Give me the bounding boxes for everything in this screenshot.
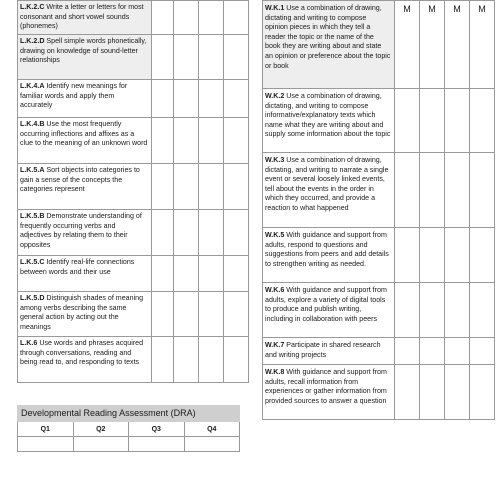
q1-cell[interactable] bbox=[152, 292, 174, 337]
q3-cell[interactable] bbox=[199, 256, 224, 292]
dra-q3-cell[interactable] bbox=[129, 437, 185, 452]
standard-description bbox=[263, 1, 395, 89]
standard-description bbox=[18, 118, 152, 164]
standard-code: L.K.5.B bbox=[20, 212, 45, 220]
q4-cell[interactable] bbox=[224, 80, 249, 118]
q4-mark-cell[interactable] bbox=[470, 283, 495, 338]
q2-cell[interactable] bbox=[174, 80, 199, 118]
dra-section bbox=[17, 405, 240, 452]
writing-standards-table bbox=[262, 0, 495, 420]
q1-mark-cell[interactable] bbox=[395, 89, 420, 153]
q4-mark-cell[interactable] bbox=[470, 338, 495, 365]
standard-text: With guidance and support from adults, explore a variety of digital tools to produce and publish writing, including in collaboration with peers bbox=[265, 286, 387, 323]
dra-q4-label: Q4 bbox=[184, 422, 240, 437]
standard-row bbox=[18, 118, 249, 164]
q1-cell[interactable] bbox=[152, 80, 174, 118]
q2-cell[interactable] bbox=[174, 164, 199, 210]
standard-description bbox=[263, 283, 395, 338]
standard-text: Distinguish shades of meaning among verbs describing the same general action by acting out the meanings bbox=[20, 294, 144, 331]
q3-mark-cell[interactable] bbox=[445, 283, 470, 338]
q3-cell[interactable] bbox=[199, 292, 224, 337]
standard-code: W.K.6 bbox=[265, 286, 285, 294]
q3-mark-cell[interactable]: M bbox=[445, 1, 470, 89]
standard-code: W.K.8 bbox=[265, 368, 285, 376]
standard-row bbox=[263, 153, 495, 228]
standard-row bbox=[18, 164, 249, 210]
standard-description bbox=[18, 210, 152, 256]
q4-cell[interactable] bbox=[224, 164, 249, 210]
q3-mark-cell[interactable] bbox=[445, 228, 470, 283]
q2-cell[interactable] bbox=[174, 337, 199, 383]
standard-text: Use a combination of drawing, dictating, and writing to narrate a single event or several loosely linked events, tell about the events in the order in which they occurred, and provide a reaction to what happened bbox=[265, 156, 389, 212]
q1-cell[interactable] bbox=[152, 1, 174, 35]
q3-cell[interactable] bbox=[199, 210, 224, 256]
standard-description bbox=[263, 153, 395, 228]
standard-text: Identify new meanings for familiar words and apply them accurately bbox=[20, 82, 128, 110]
q1-cell[interactable] bbox=[152, 337, 174, 383]
q1-cell[interactable] bbox=[152, 35, 174, 80]
q3-mark-cell[interactable] bbox=[445, 89, 470, 153]
standard-text: Identify real-life connections between words and their use bbox=[20, 258, 135, 276]
standard-description bbox=[18, 1, 152, 35]
standard-description bbox=[18, 35, 152, 80]
standard-text: Participate in shared research and writing projects bbox=[265, 341, 381, 359]
standard-row bbox=[263, 365, 495, 420]
dra-q2-label: Q2 bbox=[73, 422, 129, 437]
q4-cell[interactable] bbox=[224, 1, 249, 35]
dra-entry-row bbox=[18, 437, 240, 452]
dra-q1-label: Q1 bbox=[18, 422, 74, 437]
q3-cell[interactable] bbox=[199, 164, 224, 210]
standard-row bbox=[18, 337, 249, 383]
standard-row bbox=[18, 1, 249, 35]
q3-cell[interactable] bbox=[199, 118, 224, 164]
standard-description bbox=[263, 89, 395, 153]
standard-text: Spell simple words phonetically, drawing on knowledge of sound-letter relationships bbox=[20, 37, 147, 65]
standard-code: L.K.2.C bbox=[20, 3, 45, 11]
q2-mark-cell[interactable]: M bbox=[420, 1, 445, 89]
q4-mark-cell[interactable]: M bbox=[470, 1, 495, 89]
q2-mark-cell[interactable] bbox=[420, 153, 445, 228]
q2-mark-cell[interactable] bbox=[420, 338, 445, 365]
standard-code: L.K.4.A bbox=[20, 82, 45, 90]
q1-mark-cell[interactable] bbox=[395, 228, 420, 283]
standard-row bbox=[18, 292, 249, 337]
language-standards-table bbox=[17, 0, 249, 383]
q3-cell[interactable] bbox=[199, 1, 224, 35]
q2-cell[interactable] bbox=[174, 35, 199, 80]
standard-description bbox=[18, 80, 152, 118]
standard-description bbox=[18, 256, 152, 292]
standard-text: Use words and phrases acquired through conversations, reading and being read to, and responding to texts bbox=[20, 339, 144, 367]
q1-mark-cell[interactable] bbox=[395, 283, 420, 338]
q2-mark-cell[interactable] bbox=[420, 89, 445, 153]
q1-cell[interactable] bbox=[152, 118, 174, 164]
q3-mark-cell[interactable] bbox=[445, 365, 470, 420]
standard-code: L.K.5.D bbox=[20, 294, 45, 302]
q1-mark-cell[interactable] bbox=[395, 338, 420, 365]
standard-text: Write a letter or letters for most consonant and short vowel sounds (phonemes) bbox=[20, 3, 144, 31]
q4-mark-cell[interactable] bbox=[470, 365, 495, 420]
standard-text: Sort objects into categories to gain a sense of the concepts the categories represent bbox=[20, 166, 140, 194]
standard-code: W.K.7 bbox=[265, 341, 285, 349]
dra-header-row bbox=[18, 422, 240, 437]
standard-row bbox=[18, 210, 249, 256]
q4-cell[interactable] bbox=[224, 210, 249, 256]
q3-cell[interactable] bbox=[199, 35, 224, 80]
q4-mark-cell[interactable] bbox=[470, 153, 495, 228]
standard-row bbox=[263, 1, 495, 89]
q2-mark-cell[interactable] bbox=[420, 283, 445, 338]
standard-row bbox=[18, 35, 249, 80]
q1-cell[interactable] bbox=[152, 256, 174, 292]
q4-cell[interactable] bbox=[224, 118, 249, 164]
standard-row bbox=[18, 80, 249, 118]
standard-row bbox=[18, 256, 249, 292]
standard-code: W.K.3 bbox=[265, 156, 285, 164]
q3-mark-cell[interactable] bbox=[445, 338, 470, 365]
q1-mark-cell[interactable] bbox=[395, 153, 420, 228]
standard-row bbox=[263, 228, 495, 283]
standard-description bbox=[263, 365, 395, 420]
standard-row bbox=[263, 283, 495, 338]
standard-text: Use the most frequently occurring inflections and affixes as a clue to the meaning of an unknown word bbox=[20, 120, 148, 148]
q4-cell[interactable] bbox=[224, 337, 249, 383]
q3-mark-cell[interactable] bbox=[445, 153, 470, 228]
q1-cell[interactable] bbox=[152, 210, 174, 256]
q4-cell[interactable] bbox=[224, 35, 249, 80]
dra-q2-cell[interactable] bbox=[73, 437, 129, 452]
standard-description bbox=[18, 337, 152, 383]
standard-code: L.K.2.D bbox=[20, 37, 45, 45]
dra-q4-cell[interactable] bbox=[184, 437, 240, 452]
dra-q3-label: Q3 bbox=[129, 422, 185, 437]
q1-mark-cell[interactable] bbox=[395, 365, 420, 420]
standard-description bbox=[18, 292, 152, 337]
q4-mark-cell[interactable] bbox=[470, 228, 495, 283]
standard-description bbox=[263, 228, 395, 283]
q1-mark-cell[interactable]: M bbox=[395, 1, 420, 89]
q2-cell[interactable] bbox=[174, 1, 199, 35]
standard-code: W.K.5 bbox=[265, 231, 285, 239]
q2-cell[interactable] bbox=[174, 118, 199, 164]
q2-mark-cell[interactable] bbox=[420, 365, 445, 420]
standard-row bbox=[263, 89, 495, 153]
q2-cell[interactable] bbox=[174, 210, 199, 256]
standard-text: Demonstrate understanding of frequently occurring verbs and adjectives by relating them to their opposites bbox=[20, 212, 142, 249]
standard-code: W.K.1 bbox=[265, 4, 285, 12]
q3-cell[interactable] bbox=[199, 80, 224, 118]
q2-cell[interactable] bbox=[174, 256, 199, 292]
q1-cell[interactable] bbox=[152, 164, 174, 210]
standard-text: Use a combination of drawing, dictating, and writing to compose informative/explanatory texts which name what they are writing about and supply some information about the topic bbox=[265, 92, 391, 139]
q3-cell[interactable] bbox=[199, 337, 224, 383]
standard-description bbox=[263, 338, 395, 365]
q2-cell[interactable] bbox=[174, 292, 199, 337]
standard-row bbox=[263, 338, 495, 365]
q4-mark-cell[interactable] bbox=[470, 89, 495, 153]
standard-text: With guidance and support from adults, respond to questions and suggestions from peers and add details to strengthen writing as needed. bbox=[265, 231, 389, 268]
standard-code: L.K.6 bbox=[20, 339, 38, 347]
q4-cell[interactable] bbox=[224, 256, 249, 292]
dra-q1-cell[interactable] bbox=[18, 437, 74, 452]
standard-code: L.K.5.C bbox=[20, 258, 45, 266]
standard-code: L.K.5.A bbox=[20, 166, 45, 174]
standard-text: Use a combination of drawing, dictating and writing to compose opinion pieces in which they tell a reader the topic or the name of the book they are writing about and state an opinion or preference about the topic or book bbox=[265, 4, 391, 70]
standard-code: L.K.4.B bbox=[20, 120, 45, 128]
q4-cell[interactable] bbox=[224, 292, 249, 337]
standard-description bbox=[18, 164, 152, 210]
q2-mark-cell[interactable] bbox=[420, 228, 445, 283]
standard-code: W.K.2 bbox=[265, 92, 285, 100]
dra-title: Developmental Reading Assessment (DRA) bbox=[17, 405, 240, 422]
standard-text: With guidance and support from adults, recall information from experiences or gather information from provided sources to answer a question bbox=[265, 368, 387, 405]
dra-table bbox=[17, 422, 240, 452]
